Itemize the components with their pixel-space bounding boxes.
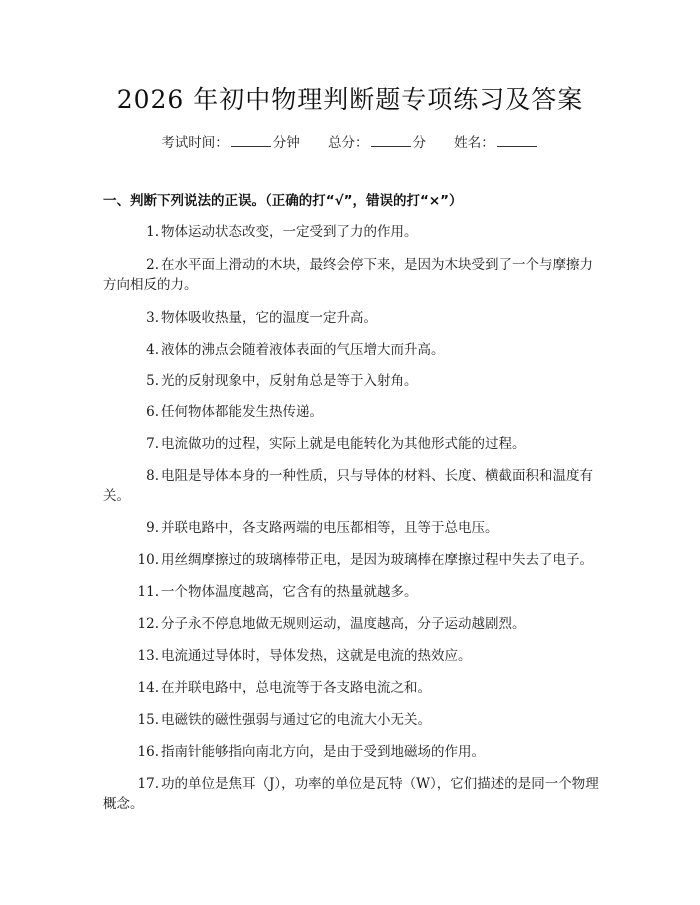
- question-number: 15.: [137, 712, 159, 728]
- question-number: 12.: [137, 616, 159, 632]
- question-item: [103, 774, 600, 814]
- student-name-field: [454, 131, 539, 151]
- question-number: 14.: [137, 680, 159, 696]
- section-heading: 一、判断下列说法的正误。（正确的打“√”，错误的打“×”）: [103, 193, 463, 209]
- exam-time-field: [161, 131, 300, 151]
- question-item: [103, 402, 600, 422]
- exam-info-line: [0, 131, 700, 151]
- exam-time-label: 考试时间：: [161, 135, 229, 151]
- exam-time-unit: 分钟: [272, 135, 300, 151]
- question-text: 用丝绸摩擦过的玻璃棒带正电，是因为玻璃棒在摩擦过程中失去了电子。: [161, 552, 593, 568]
- exam-time-blank: [231, 134, 271, 147]
- question-text: 光的反射现象中，反射角总是等于入射角。: [161, 373, 418, 389]
- question-text: 电流通过导体时，导体发热，这就是电流的热效应。: [161, 648, 472, 664]
- question-number: 5.: [146, 373, 159, 389]
- student-name-blank: [497, 134, 537, 147]
- question-item: [103, 308, 600, 328]
- question-number: 16.: [137, 744, 159, 760]
- question-number: 6.: [146, 404, 159, 420]
- question-item: [103, 614, 600, 634]
- question-item: [103, 518, 600, 538]
- total-score-field: [328, 131, 426, 151]
- question-text: 功的单位是焦耳（J），功率的单位是瓦特（W），它们描述的是同一个物理概念。: [103, 776, 599, 812]
- question-item: [103, 710, 600, 730]
- question-number: 7.: [146, 436, 159, 452]
- question-number: 3.: [146, 310, 159, 326]
- question-item: [103, 646, 600, 666]
- question-text: 电阻是导体本身的一种性质，只与导体的材料、长度、横截面积和温度有关。: [103, 468, 593, 504]
- question-number: 2.: [146, 257, 159, 273]
- question-number: 8.: [146, 468, 159, 484]
- question-number: 13.: [137, 648, 159, 664]
- question-number: 9.: [146, 520, 159, 536]
- question-item: [103, 742, 600, 762]
- question-text: 电磁铁的磁性强弱与通过它的电流大小无关。: [161, 712, 431, 728]
- question-text: 电流做功的过程，实际上就是电能转化为其他形式能的过程。: [161, 436, 526, 452]
- question-text: 物体运动状态改变，一定受到了力的作用。: [161, 224, 418, 240]
- question-item: [103, 371, 600, 391]
- question-number: 11.: [137, 584, 159, 600]
- question-text: 液体的沸点会随着液体表面的气压增大而升高。: [161, 342, 445, 358]
- question-item: [103, 340, 600, 360]
- question-text: 任何物体都能发生热传递。: [161, 404, 323, 420]
- question-item: [103, 255, 600, 295]
- question-text: 物体吸收热量，它的温度一定升高。: [161, 310, 377, 326]
- page-title: 2026 年初中物理判断题专项练习及答案: [116, 85, 584, 114]
- question-text: 在水平面上滑动的木块，最终会停下来，是因为木块受到了一个与摩擦力方向相反的力。: [103, 257, 593, 293]
- question-item: [103, 550, 600, 570]
- question-item: [103, 434, 600, 454]
- question-text: 并联电路中，各支路两端的电压都相等，且等于总电压。: [161, 520, 499, 536]
- question-item: [103, 466, 600, 506]
- question-number: 1.: [146, 224, 159, 240]
- question-number: 4.: [146, 342, 159, 358]
- question-item: [103, 678, 600, 698]
- question-number: 10.: [137, 552, 159, 568]
- total-score-label: 总分：: [328, 135, 369, 151]
- question-item: [103, 222, 600, 242]
- student-name-label: 姓名：: [454, 135, 495, 151]
- total-score-unit: 分: [412, 135, 426, 151]
- question-text: 分子永不停息地做无规则运动，温度越高，分子运动越剧烈。: [161, 616, 526, 632]
- question-text: 在并联电路中，总电流等于各支路电流之和。: [161, 680, 431, 696]
- total-score-blank: [371, 134, 411, 147]
- question-text: 指南针能够指向南北方向，是由于受到地磁场的作用。: [161, 744, 485, 760]
- question-number: 17.: [137, 776, 159, 792]
- question-text: 一个物体温度越高，它含有的热量就越多。: [161, 584, 418, 600]
- question-item: [103, 582, 600, 602]
